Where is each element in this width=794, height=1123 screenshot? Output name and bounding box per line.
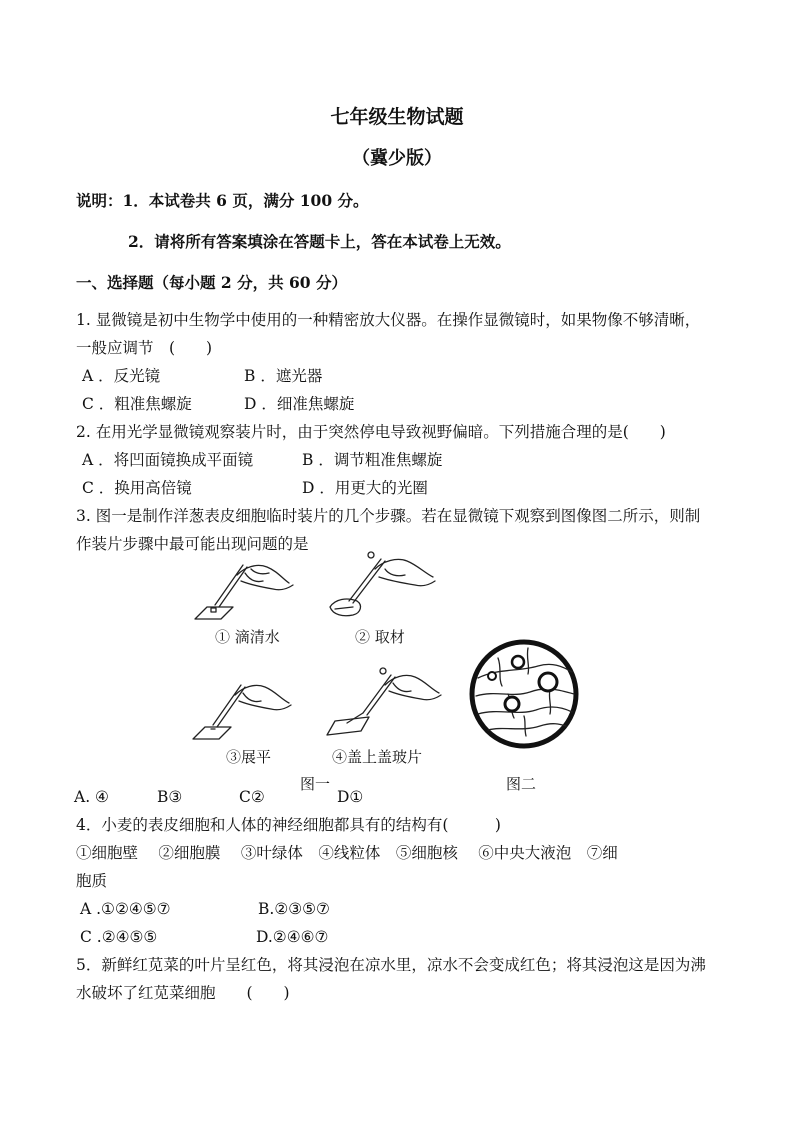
q5-stem-line-2: 水破坏了红苋菜细胞 ( ) — [76, 984, 290, 1002]
q2-option-a: A ．将凹面镜换成平面镜 — [82, 451, 254, 469]
q4-items-line-2: 胞质 — [76, 872, 108, 890]
page-title: 七年级生物试题 — [330, 106, 464, 128]
figure-1-caption: 图一 — [300, 775, 331, 793]
q4-items-line-1: ①细胞壁 ②细胞膜 ③叶绿体 ④线粒体 ⑤细胞核 ⑥中央大液泡 ⑦细 — [76, 844, 618, 862]
instructions-line-1: 说明：1．本试卷共 6 页，满分 100 分。 — [76, 191, 369, 210]
figure-2-illustration — [468, 638, 580, 750]
q1-stem-line-1: 1. 显微镜是初中生物学中使用的一种精密放大仪器。在操作显微镜时，如果物像不够清晰， — [76, 311, 701, 329]
q3-stem-line-2: 作装片步骤中最可能出现问题的是 — [76, 535, 309, 553]
q3-option-d: D① — [337, 788, 364, 806]
step1-caption: ① 滴清水 — [215, 628, 280, 646]
step4-caption: ④盖上盖玻片 — [332, 748, 423, 766]
section-heading: 一、选择题（每小题 2 分，共 60 分） — [76, 273, 347, 292]
q4-option-b: B.②③⑤⑦ — [258, 900, 330, 918]
figure-1-illustration — [185, 545, 445, 775]
step4-drawing — [327, 668, 441, 735]
q3-option-b: B③ — [157, 788, 183, 806]
step3-caption: ③展平 — [226, 748, 272, 766]
q5-stem-line-1: 5．新鲜红苋菜的叶片呈红色，将其浸泡在凉水里，凉水不会变成红色；将其浸泡这是因为沸 — [76, 956, 706, 974]
q4-option-c: C .②④⑤⑤ — [80, 928, 158, 946]
step2-caption: ② 取材 — [355, 628, 405, 646]
q1-option-b: B ．遮光器 — [244, 367, 323, 385]
q2-option-d: D ．用更大的光圈 — [302, 479, 428, 497]
step3-drawing — [193, 685, 291, 739]
q3-option-c: C② — [239, 788, 265, 806]
q2-option-b: B ．调节粗准焦螺旋 — [302, 451, 443, 469]
q1-stem-line-2: 一般应调节 ( ) — [76, 339, 213, 357]
q4-stem: 4．小麦的表皮细胞和人体的神经细胞都具有的结构有( ) — [76, 816, 501, 834]
q1-option-c: C ．粗准焦螺旋 — [82, 395, 192, 413]
q4-option-d: D.②④⑥⑦ — [256, 928, 329, 946]
q2-option-c: C ．换用高倍镜 — [82, 479, 192, 497]
q3-option-a: A. ④ — [74, 788, 109, 806]
figure-2-caption: 图二 — [506, 775, 537, 793]
q2-stem: 2. 在用光学显微镜观察装片时，由于突然停电导致视野偏暗。下列措施合理的是( ) — [76, 423, 666, 441]
step2-drawing — [330, 552, 435, 616]
edition-subtitle: （冀少版） — [352, 148, 442, 169]
step1-drawing — [195, 565, 293, 619]
instructions-line-2: 2．请将所有答案填涂在答题卡上，答在本试卷上无效。 — [128, 232, 511, 251]
q4-option-a: A .①②④⑤⑦ — [80, 900, 171, 918]
q1-option-d: D ．细准焦螺旋 — [244, 395, 355, 413]
q1-option-a: A ．反光镜 — [82, 367, 161, 385]
q3-stem-line-1: 3. 图一是制作洋葱表皮细胞临时装片的几个步骤。若在显微镜下观察到图像图二所示，则制 — [76, 507, 701, 525]
